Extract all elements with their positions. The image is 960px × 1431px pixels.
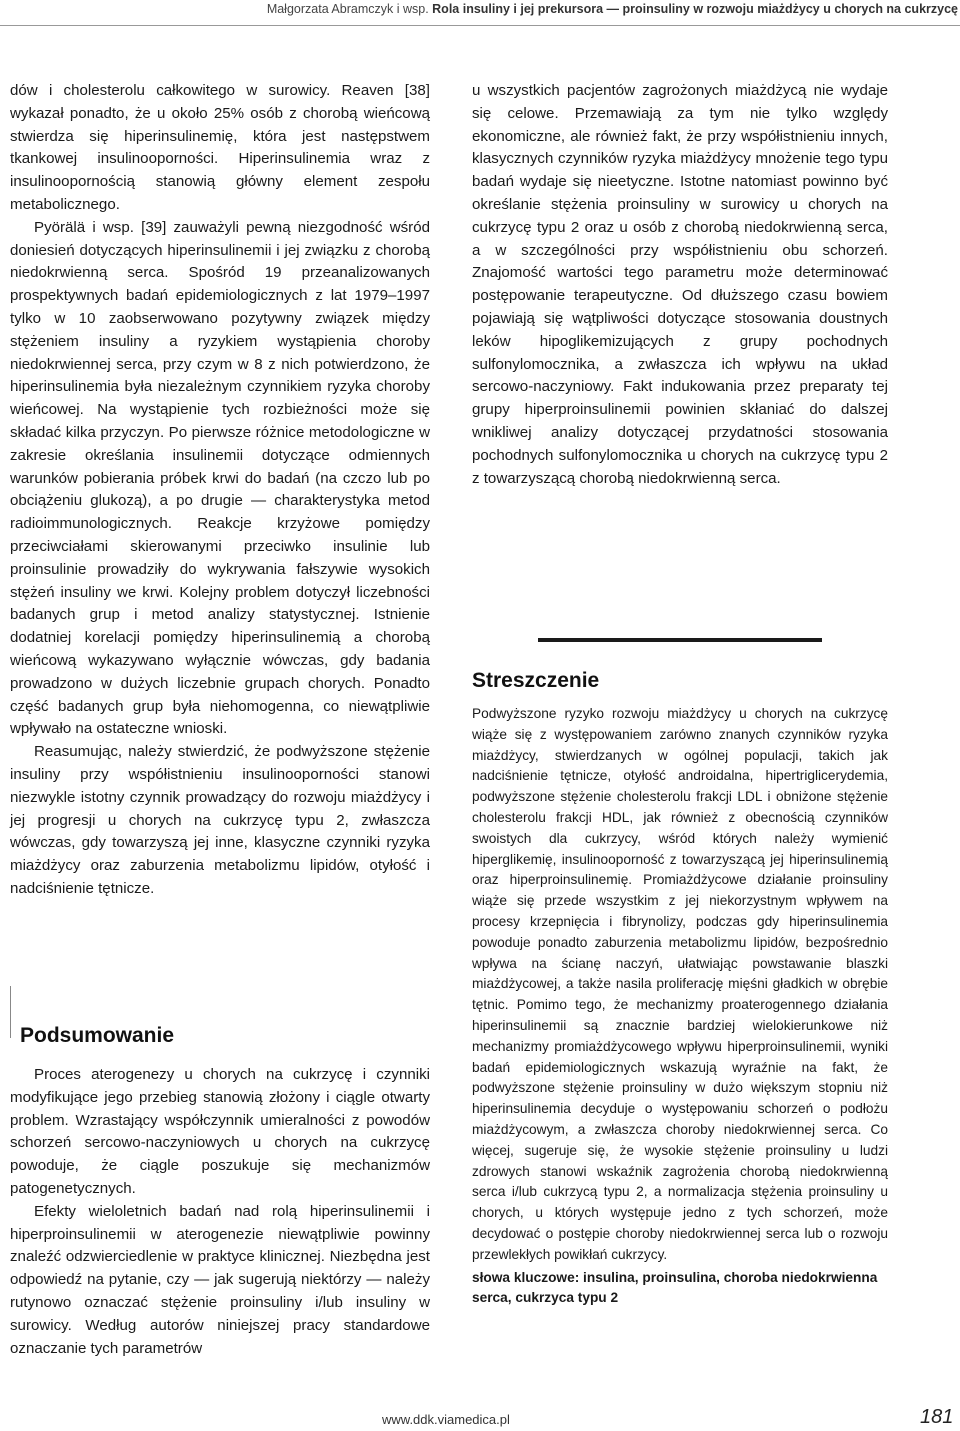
streszczenie-text: Podwyższone ryzyko rozwoju miażdżycy u chorych na cukrzycę wiąże się z występowaniem zarówno znanych czynników ryzyka miażdżycy, stwierdzanych w ogólnej populacji, takich jak nadciśnienie tętnicze, otyłość androidalna, hipertriglicerydemia, podwyższone stężenie cholesterolu frakcji LDL i obniżone stężenie cholesterolu frakcji HDL, jak również z obecnością czynników swoistych dla cukrzycy, wśród których należy wymienić hiperglikemię, insulinooporność z towarzyszącą jej hiperinsulinemią oraz hiperproinsulinemię. Promiażdżycowe działanie proinsuliny wiąże się przede wszystkim z jej niekorzystnym wpływem na procesy krzepnięcia i fibrynolizy, podczas gdy hiperinsulinemia powoduje ponadto zaburzenia metabolizmu lipidów, bezpośrednio wpływa na ścianę naczyń, ułatwiając powstawanie blaszki miażdżycowej, a także nasila proliferację mięśni gładkich w obrębie tętnic. Pomimo tego, że mechanizmy proaterogennego działania hiperinsulinemii są znacznie bardziej wielokierunkowe niż mechanizmy promiażdżycowego wpływu hiperproinsulinemii, wyniki badań epidemiologicznych wskazują wyraźnie na fakt, że podwyższone stężenie proinsuliny w dużo większym stopniu niż hiperinsulinemia decyduje o występowaniu schorzeń o podłożu miażdżycowym, a zwłaszcza choroby niedokrwiennej serca. Co więcej, sugeruje się, że wysokie stężenie proinsuliny u ludzi zdrowych stanowi wskaźnik zagrożenia chorobą niedokrwienną serca i/lub cukrzycą typu 2, a normalizacja stężenia proinsuliny u chorych, u których występuje jedno z tych schorzeń, może decydować o postępie choroby niedokrwiennej serca lub o rozwoju przewlekłych powikłań cukrzycy. <box>472 706 888 1262</box>
podsumowanie-paragraph-1: Proces aterogenezy u chorych na cukrzycę i czynniki modyfikujące jego przebieg stanowią złożony i ciągle otwarty problem. Wzrastający współczynnik umieralności z powodów schorzeń sercowo-naczyniowych u chorych na cukrzycę powoduje, że ciągle poszukuje się mechanizmów patogenetycznych. <box>10 1066 430 1197</box>
left-column <box>10 80 430 901</box>
section-divider-line <box>10 986 11 1038</box>
streszczenie-heading: Streszczenie <box>472 669 600 692</box>
podsumowanie-body <box>10 1064 430 1360</box>
right-paragraph-1: u wszystkich pacjentów zagrożonych miażdżycą nie wydaje się celowe. Przemawiają za tym nie tylko względy ekonomiczne, ale również fakt, że przy współistnieniu innych, klasycznych czynników ryzyka miażdżycy mnożenie tego typu badań wydaje się nieetyczne. Istotne natomiast powinno być określanie stężenia proinsuliny w surowicy u chorych na cukrzycę typu 2 oraz u osób z chorobą niedokrwienną serca, a w szczególności przy współistnieniu obu schorzeń. Znajomość wartości tego parametru może determinować postępowanie terapeutyczne. Od dłuższego czasu bowiem pojawiają się wątpliwości dotyczące stosowania doustnych leków hipoglikemizujących z grupy pochodnych sulfonylomocznika, a zwłaszcza ich wpływu na układ sercowo-naczyniowy. Fakt indukowania przez preparaty tej grupy hiperproinsulinemii powinien skłaniać do dalszej wnikliwej analizy dotyczącej przydatności stosowania pochodnych sulfonylomocznika u chorych na cukrzycę typu 2 z towarzyszącą chorobą niedokrwienną serca. <box>472 82 888 487</box>
podsumowanie-heading: Podsumowanie <box>20 1024 175 1047</box>
left-paragraph-3: Reasumując, należy stwierdzić, że podwyższone stężenie insuliny przy współistnieniu insulinooporności stanowi niezwykle istotny czynnik prowadzący do rozwoju miażdżycy i jej progresji u chorych na cukrzycę typu 2, zwłaszcza wówczas, gdy towarzyszą jej inne, klasyczne czynniki ryzyka miażdżycy oraz zaburzenia metabolizmu lipidów, otyłość i nadciśnienie tętnicze. <box>10 743 430 897</box>
running-head-title: Rola insuliny i jej prekursora — proinsuliny w rozwoju miażdżycy u chorych na cukrzycę <box>432 2 958 16</box>
podsumowanie-paragraph-2: Efekty wieloletnich badań nad rolą hiperinsulinemii i hiperproinsulinemii w aterogenezie niewątpliwie powinny znaleźć odzwierciedlenie w praktyce klinicznej. Niezbędna jest odpowiedź na pytanie, czy — jak sugerują niektórzy — należy rutynowo oznaczać stężenie proinsuliny i/lub insuliny w surowicy. Według autorów niniejszej pracy standardowe oznaczanie tych parametrów <box>10 1202 430 1357</box>
running-head-authors: Małgorzata Abramczyk i wsp. <box>266 2 429 16</box>
footer-url: www.ddk.viamedica.pl <box>382 1412 510 1427</box>
right-column <box>472 80 888 490</box>
streszczenie-body <box>472 704 888 1309</box>
running-head <box>0 2 960 26</box>
page-number: 181 <box>920 1406 954 1428</box>
left-paragraph-1: dów i cholesterolu całkowitego w surowicy. Reaven [38] wykazał ponadto, że u około 25% osób z chorobą wieńcową stwierdza się hiperinsulinemię, która jest następstwem tkankowej insulinooporności. Hiperinsulinemia wraz z insulinoopornością stanowią główny element zespołu metabolicznego. <box>10 82 430 213</box>
left-paragraph-2: Pyörälä i wsp. [39] zauważyli pewną niezgodność wśród doniesień dotyczących hiperinsulinemii i jej związku z chorobą niedokrwienną serca. Spośród 19 przeanalizowanych prospektywnych badań epidemiologicznych z lat 1979–1997 tylko w 10 zaobserwowano pozytywny związek między stężeniem insuliny a ryzykiem wystąpienia choroby niedokrwiennej serca, przy czym w 8 z nich potwierdzono, że hiperinsulinemia była niezależnym czynnikiem ryzyka choroby wieńcowej. Na wystąpienie tych rozbieżności może się składać kilka przyczyn. Po pierwsze różnice metodologiczne w zakresie określania insulinemii dotyczące odmiennych warunków pobierania próbek krwi do badań (na czczo lub po obciążeniu glukozą), a po drugie — charakterystyka metod radioimmunologicznych. Reakcje krzyżowe pomiędzy przeciwciałami skierowanymi przeciwko insulinie lub proinsulinie prowadziły do wykrywania fałszywie wysokich stężeń insuliny we krwi. Kolejny problem dotyczył liczebności badanych grup i metod analizy statystycznej. Istnienie dodatniej korelacji pomiędzy hiperinsulinemią a chorobą wieńcową wykazywano wyłącznie wówczas, gdy badania prowadzono w dużych liczebnie grupach chorych. Ponadto część badanych grup była niehomogenna, co niewątpliwie wpływało na ostateczne wnioski. <box>10 218 430 738</box>
abstract-separator-rule <box>538 638 822 642</box>
keywords: słowa kluczowe: insulina, proinsulina, choroba niedokrwienna serca, cukrzyca typu 2 <box>472 1269 878 1306</box>
